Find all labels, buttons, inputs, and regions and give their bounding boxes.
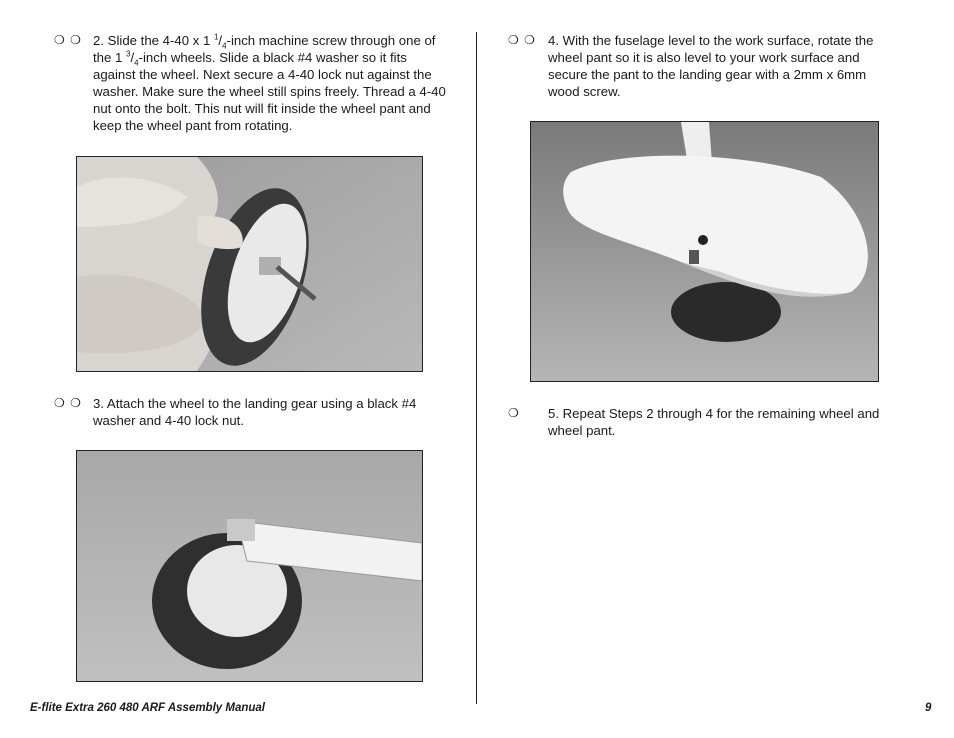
step-4-text: 4. With the fuselage level to the work surface, rotate the wheel pant so it is also level to your work surface and secure the pant to the landing gear with a 2mm x 6mm wood screw.: [548, 33, 874, 99]
page-number: 9: [925, 702, 932, 714]
photo-wheel-on-gear: [76, 450, 423, 682]
step-3-text: 3. Attach the wheel to the landing gear using a black #4 washer and 4-40 lock nut.: [93, 396, 417, 428]
photo-wheel-pant: [530, 121, 879, 382]
step-5-text: 5. Repeat Steps 2 through 4 for the remaining wheel and wheel pant.: [548, 406, 880, 438]
step-5-checkbox[interactable]: ❍: [508, 406, 520, 420]
photo-wheel-screw: [76, 156, 423, 372]
footer-manual-title: E-flite Extra 260 480 ARF Assembly Manual: [30, 702, 265, 714]
step-3-checkboxes[interactable]: ❍ ❍: [54, 396, 82, 410]
step-4-checkboxes[interactable]: ❍ ❍: [508, 33, 536, 47]
column-divider: [476, 32, 477, 704]
step-2-checkboxes[interactable]: ❍ ❍: [54, 33, 82, 47]
step-2-text: 2. Slide the 4-40 x 1 $^1/_4$-inch machine screw through one of the 1 $^3/_4$-inch wheels. Slide a black #4 washer so it fits against the wheel. Next secure a 4-40 lock nut against the washer. Make sure the wheel still spins freely. Thread a 4-40 nut onto the bolt. This nut will fit inside the wheel pant and keep the wheel pant from rotating.: [93, 32, 446, 133]
